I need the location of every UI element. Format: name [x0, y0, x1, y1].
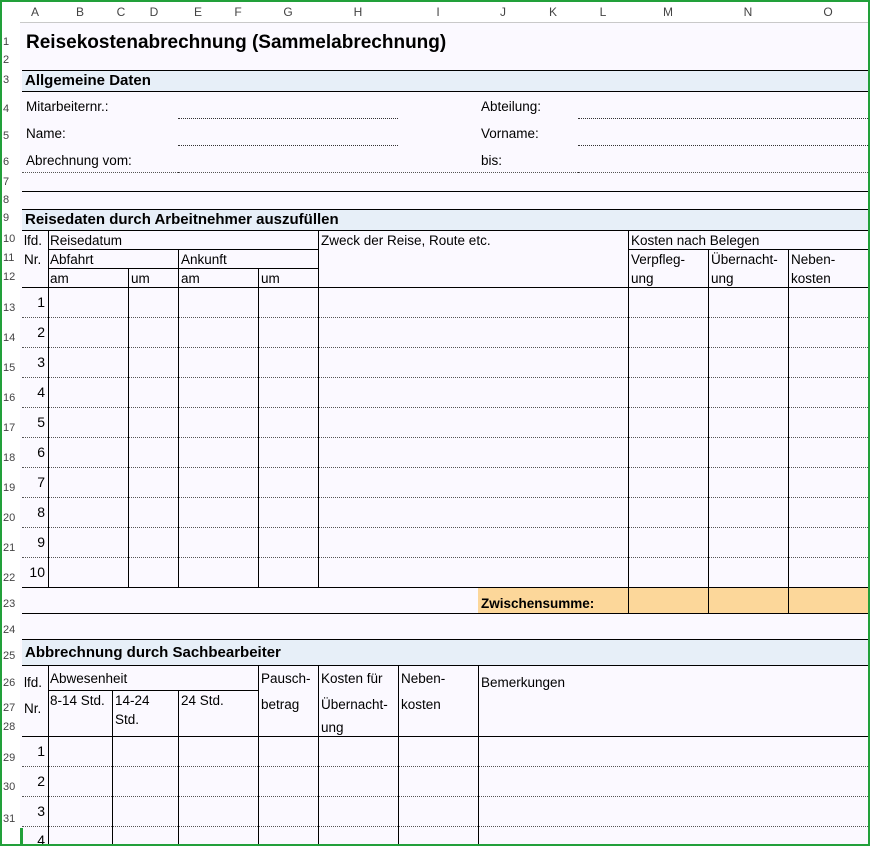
row-header[interactable]: 7 — [3, 176, 10, 188]
absence-8-14-label: 8-14 Std. — [50, 693, 105, 708]
clerk-row-number: 2 — [37, 773, 45, 789]
travel-row-number: 5 — [37, 414, 45, 430]
grid-line — [48, 230, 49, 587]
section-clerk-heading: Abbrechnung durch Sachbearbeiter — [25, 644, 281, 661]
first-name-label: Vorname: — [481, 126, 539, 141]
row-header[interactable]: 10 — [3, 233, 16, 245]
flat-rate-label: Pausch- — [261, 671, 311, 686]
grid-line — [178, 249, 179, 587]
row-header[interactable]: 21 — [3, 542, 16, 554]
travel-row-number: 2 — [37, 324, 45, 340]
lodging-label-cont: ung — [711, 271, 734, 286]
row-header[interactable]: 18 — [3, 452, 16, 464]
travel-row-number: 4 — [37, 384, 45, 400]
row-header[interactable]: 9 — [3, 212, 10, 224]
grid-line — [628, 249, 868, 250]
grid-line — [258, 665, 259, 844]
clerk-nr-label: Nr. — [24, 701, 42, 716]
row-header[interactable]: 6 — [3, 156, 10, 168]
column-header-b[interactable]: B — [75, 5, 84, 19]
section-travel-heading: Reisedaten durch Arbeitnehmer auszufüllen — [25, 211, 339, 228]
row-line — [22, 407, 868, 408]
column-header-k[interactable]: K — [548, 5, 557, 19]
column-header-j[interactable]: J — [500, 5, 506, 19]
row-header[interactable]: 8 — [3, 194, 10, 206]
section-general — [22, 70, 868, 92]
section-clerk — [22, 639, 868, 666]
column-header-d[interactable]: D — [149, 5, 159, 19]
grid-line — [22, 736, 868, 737]
row-line — [22, 796, 868, 797]
grid-line — [48, 665, 49, 844]
travel-nr-label: Nr. — [24, 252, 42, 267]
row-header-bar — [2, 22, 20, 844]
departure-date-label: am — [50, 271, 69, 286]
purpose-label: Zweck der Reise, Route etc. — [321, 233, 491, 248]
grid-line — [318, 230, 319, 587]
row-header[interactable]: 30 — [3, 781, 16, 793]
flat-rate-label-cont: betrag — [261, 697, 300, 712]
row-header[interactable]: 29 — [3, 752, 16, 764]
clerk-extra-costs-label: Neben- — [401, 671, 446, 686]
grid-line — [48, 249, 318, 250]
extra-costs-label: Neben- — [791, 252, 836, 267]
row-header[interactable]: 22 — [3, 572, 16, 584]
period-from-label: Abrechnung vom: — [26, 153, 132, 168]
absence-14-24-label: 14-24 — [115, 693, 150, 708]
employee-no-field[interactable] — [178, 98, 398, 119]
period-to-label: bis: — [481, 153, 503, 168]
row-header[interactable]: 31 — [3, 813, 16, 825]
costs-label: Kosten nach Belegen — [631, 233, 760, 248]
section-travel — [22, 209, 868, 231]
row-header[interactable]: 5 — [3, 130, 10, 142]
column-header-bar — [2, 2, 868, 23]
column-header-n[interactable]: N — [743, 5, 753, 19]
arrival-time-label: um — [261, 271, 280, 286]
grid-line — [788, 249, 789, 613]
travel-row-number: 6 — [37, 444, 45, 460]
row-header[interactable]: 13 — [3, 302, 16, 314]
travel-row-number: 1 — [37, 294, 45, 310]
grid-line — [628, 230, 629, 613]
row-line — [22, 497, 868, 498]
clerk-lfd-label: lfd. — [24, 675, 43, 690]
active-cell-marker — [20, 828, 23, 844]
lodging-costs-label: Kosten für — [321, 671, 383, 686]
lodging-costs-label-end: ung — [321, 720, 344, 735]
row-header[interactable]: 3 — [3, 74, 10, 86]
department-field[interactable] — [578, 98, 868, 119]
row-header[interactable]: 16 — [3, 392, 16, 404]
grid-line — [112, 690, 113, 844]
column-header-e[interactable]: E — [193, 5, 202, 19]
grid-line — [788, 588, 789, 613]
grid-line — [178, 690, 179, 844]
grid-line — [22, 613, 868, 614]
row-line — [22, 377, 868, 378]
remarks-label: Bemerkungen — [481, 675, 566, 690]
clerk-row-number: 3 — [37, 803, 45, 819]
meals-label-cont: ung — [631, 271, 654, 286]
travel-row-number: 9 — [37, 534, 45, 550]
name-field[interactable] — [178, 125, 398, 146]
column-header-h[interactable]: H — [353, 5, 363, 19]
divider — [22, 191, 868, 192]
row-header[interactable]: 14 — [3, 332, 16, 344]
row-header[interactable]: 20 — [3, 512, 16, 524]
clerk-row-number: 4 — [37, 832, 45, 846]
row-header[interactable]: 26 — [3, 677, 16, 689]
page-title: Reisekostenabrechnung (Sammelabrechnung) — [26, 32, 447, 53]
row-line — [22, 317, 868, 318]
travel-row-number: 8 — [37, 504, 45, 520]
row-header[interactable]: 2 — [3, 54, 10, 66]
row-header[interactable]: 23 — [3, 598, 16, 610]
absence-24-label: 24 Std. — [181, 693, 224, 708]
travel-row-number: 10 — [29, 564, 45, 580]
grid-line — [48, 690, 258, 691]
employee-no-label: Mitarbeiternr.: — [26, 99, 109, 114]
row-header[interactable]: 19 — [3, 482, 16, 494]
column-header-m[interactable]: M — [663, 5, 673, 19]
row-header[interactable]: 24 — [3, 624, 16, 636]
clerk-row-number: 1 — [37, 743, 45, 759]
row-header[interactable]: 1 — [3, 36, 10, 48]
meals-label: Verpfleg- — [631, 252, 686, 267]
period-from-field[interactable] — [178, 152, 398, 173]
divider — [22, 172, 868, 173]
row-header[interactable]: 27 — [3, 702, 16, 714]
row-header[interactable]: 28 — [3, 721, 16, 733]
section-general-heading: Allgemeine Daten — [25, 72, 151, 89]
grid-line — [128, 268, 129, 587]
grid-line — [258, 268, 259, 587]
column-header-l[interactable]: L — [599, 5, 607, 19]
grid-line — [398, 665, 399, 844]
grid-line — [628, 588, 629, 613]
grid-line — [22, 287, 868, 288]
name-label: Name: — [26, 126, 66, 141]
departure-time-label: um — [131, 271, 150, 286]
row-header[interactable]: 17 — [3, 422, 16, 434]
lodging-costs-label-cont: Übernacht- — [321, 697, 388, 712]
column-header-f[interactable]: F — [234, 5, 242, 19]
column-header-i[interactable]: I — [436, 5, 440, 19]
arrival-date-label: am — [181, 271, 200, 286]
row-header[interactable]: 25 — [3, 650, 16, 662]
row-line — [22, 557, 868, 558]
row-line — [22, 467, 868, 468]
row-line — [22, 766, 868, 767]
column-header-g[interactable]: G — [283, 5, 293, 19]
period-to-field[interactable] — [578, 152, 868, 173]
extra-costs-label-cont: kosten — [791, 271, 831, 286]
first-name-field[interactable] — [578, 125, 868, 146]
grid-line — [478, 665, 479, 844]
departure-label: Abfahrt — [50, 252, 94, 267]
row-line — [22, 437, 868, 438]
row-line — [22, 347, 868, 348]
row-line — [22, 826, 868, 827]
subtotal-label: Zwischensumme: — [481, 596, 595, 611]
column-header-o[interactable]: O — [823, 5, 833, 19]
grid-line — [708, 249, 709, 613]
row-header[interactable]: 11 — [3, 252, 15, 264]
travel-row-number: 7 — [37, 474, 45, 490]
department-label: Abteilung: — [481, 99, 542, 114]
row-header[interactable]: 15 — [3, 362, 16, 374]
clerk-extra-costs-label-cont: kosten — [401, 697, 441, 712]
travel-date-label: Reisedatum — [50, 233, 123, 248]
lodging-label: Übernacht- — [711, 252, 778, 267]
travel-lfd-label: lfd. — [24, 233, 43, 248]
column-header-a[interactable]: A — [30, 5, 39, 19]
row-header[interactable]: 4 — [3, 103, 10, 115]
column-header-c[interactable]: C — [116, 5, 126, 19]
grid-line — [48, 268, 318, 269]
absence-14-24-label-cont: Std. — [115, 712, 140, 727]
arrival-label: Ankunft — [181, 252, 227, 267]
row-line — [22, 527, 868, 528]
grid-line — [708, 588, 709, 613]
row-header[interactable]: 12 — [3, 271, 16, 283]
grid-line — [318, 665, 319, 844]
travel-row-number: 3 — [37, 354, 45, 370]
absence-label: Abwesenheit — [50, 671, 128, 686]
